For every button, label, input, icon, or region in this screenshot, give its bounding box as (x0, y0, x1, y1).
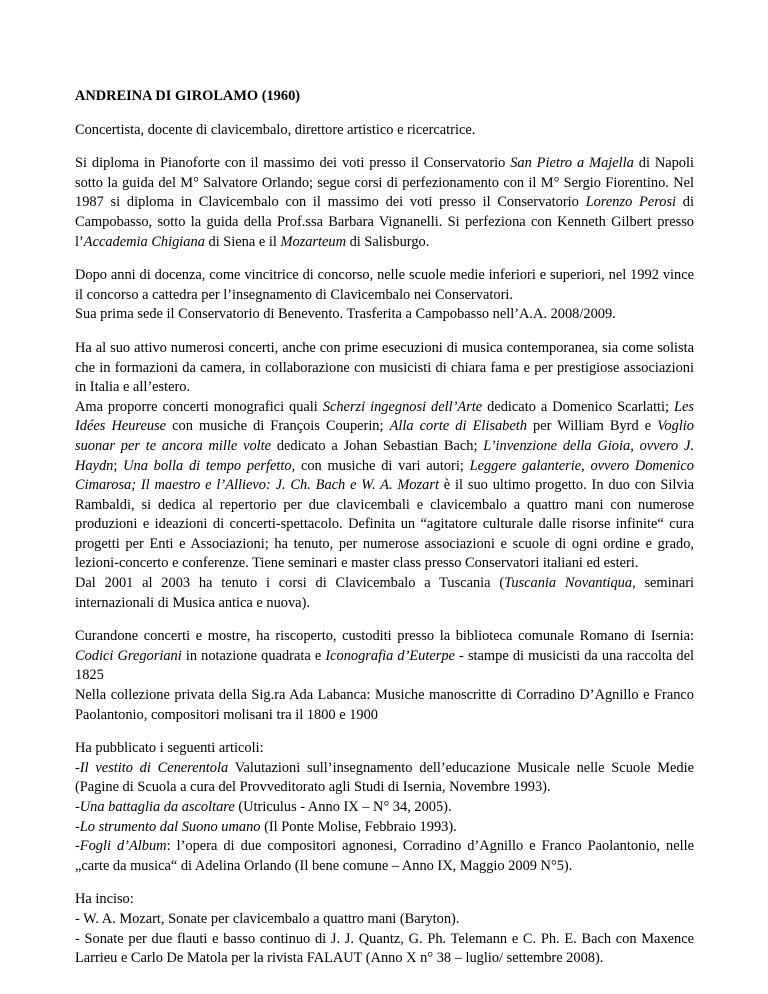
recording-item: - Sonate per due flauti e basso continuo di J. J. Quantz, G. Ph. Telemann e C. Ph. E. Bach con Maxence Larrieu e Carlo De Matola per la rivista FALAUT (Anno X n° 38 – luglio/ settembre 2008). (75, 930, 694, 967)
text-run: con musiche di vari autori; (295, 457, 470, 474)
projects-text (75, 398, 694, 574)
publication-item (75, 759, 694, 798)
publications-intro: Ha pubblicato i seguenti articoli: (75, 740, 264, 757)
concert-title: Leggere galanterie, ovvero Domenico Cimarosa; Il maestro e l’Allievo: J. Ch. Bach e W. A. Mozart (75, 457, 694, 494)
research-text (75, 627, 694, 686)
article-title: -Fogli d’Album (75, 838, 167, 855)
text-run: , seminari internazionali di Musica antica e nuova). (75, 575, 694, 611)
teaching-paragraph (75, 266, 694, 325)
text-run: Valutazioni sull’insegnamento dell’educazione Musicale nelle Scuole Medie (Pagine di Scuola a cura del Provveditorato agli Studi di Isernia, Novembre 1993). (75, 759, 694, 796)
text-run: Ama proporre concerti monografici quali (75, 398, 323, 415)
text-run: Dal 2001 al 2003 ha tenuto i corsi di Clavicembalo a Tuscania ( (75, 575, 505, 592)
text-run: (Il Ponte Molise, Febbraio 1993). (260, 818, 457, 835)
text-run: dedicato a Domenico Scarlatti; (482, 398, 675, 415)
collection-title: Codici Gregoriani (75, 647, 182, 664)
publication-item (75, 837, 694, 876)
courses-text (75, 574, 694, 613)
text-run: : l’opera di due compositori agnonesi, Corradino d’Agnillo e Franco Paolantonio, nelle „carte da musica“ di Adelina Orlando (Il bene comune – Anno IX, Maggio 2009 N°5). (75, 838, 694, 874)
research-paragraph (75, 627, 694, 725)
recordings-intro: Ha inciso: (75, 891, 134, 908)
text-run: in notazione quadrata e (181, 647, 326, 664)
education-text: di Napoli sotto la guida del M° Salvatore Orlando; segue corsi di perfezionamento con il M° Sergio Fiorentino. Nel 1987 si diploma in Clavicembalo con il massimo dei voti presso il Conservatorio (75, 155, 694, 211)
article-title: -Una battaglia da ascoltare (75, 799, 235, 815)
collection-title: Iconografia d’Euterpe (325, 647, 455, 664)
text-run: con musiche di François Couperin; (166, 418, 390, 435)
article-title: -Il vestito di Cenerentola (75, 759, 229, 776)
education-paragraph (75, 154, 694, 252)
education-text: di Salisburgo. (346, 233, 430, 250)
publication-item (75, 818, 694, 838)
conservatory-name: Lorenzo Perosi (585, 194, 677, 211)
text-run: Curandone concerti e mostre, ha riscoperto, custoditi presso la biblioteca comunale Romano di Isernia: (75, 628, 694, 645)
text-run: è il suo ultimo progetto. In duo con Silvia Rambaldi, si dedica al repertorio per due clavicembali e clavicembalo a quattro mani con numerose produzioni e ideazioni di concerti-spettacolo. Definita un “agitatore culturale dalle risorse infinite“ cura progetti per Enti e Associazioni; ha tenuto, per numerose associazioni e scuole di ogni ordine e grado, lezioni-concerto e conferenze. Tiene seminari e master class presso Conservatori italiani ed esteri. (75, 477, 694, 572)
concerts-text: Ha al suo attivo numerosi concerti, anche con prime esecuzioni di musica contemporanea, sia come solista che in formazioni da camera, in collaborazione con musicisti di chiara fama e per prestigiose associazioni in Italia e all’estero. (75, 339, 694, 396)
concert-title: L’invenzione della Gioia, ovvero J. Haydn (75, 437, 694, 474)
academy-name: Accademia Chigiana (83, 233, 205, 250)
text-run: (Utriculus - Anno IX – N° 34, 2005). (234, 799, 452, 815)
publication-item (75, 798, 694, 818)
concert-title: Scherzi ingegnosi dell’Arte (322, 398, 483, 415)
concerts-paragraph (75, 339, 694, 613)
education-text: di Campobasso, sotto la guida della Prof.ssa Barbara Vignanelli. Si perfeziona con Kenneth Gilbert presso l’ (75, 194, 695, 250)
text-run: - stampe di musicisti da una raccolta del 1825 (75, 647, 695, 684)
concert-title: Voglio suonar per te ancora mille volte (75, 418, 694, 454)
text-run: dedicato a Johan Sebastian Bach; (271, 437, 484, 454)
page-title: ANDREINA DI GIROLAMO (1960) (75, 88, 301, 104)
text-run: ; (113, 457, 124, 474)
collection-text: Nella collezione privata della Sig.ra Ada Labanca: Musiche manoscritte di Corradino D’Agnillo e Franco Paolantonio, compositori molisani tra il 1800 e 1900 (75, 687, 694, 723)
article-title: -Lo strumento dal Suono umano (75, 818, 261, 835)
concert-title: Alla corte di Elisabeth (389, 418, 527, 435)
education-text: di Siena e il (204, 233, 281, 250)
academy-name: Mozarteum (280, 233, 347, 250)
teaching-text: Sua prima sede il Conservatorio di Benevento. Trasferita a Campobasso nell’A.A. 2008/2009. (75, 306, 616, 323)
teaching-text: Dopo anni di docenza, come vincitrice di concorso, nelle scuole medie inferiori e superiori, nel 1992 vince il concorso a cattedra per l’insegnamento di Clavicembalo nei Conservatori. (75, 267, 694, 303)
text-run: per William Byrd e (526, 418, 658, 435)
education-text: Si diploma in Pianoforte con il massimo dei voti presso il Conservatorio (75, 155, 511, 172)
concert-title: Les Idées Heureuse (75, 398, 695, 435)
conservatory-name: San Pietro a Majella (510, 155, 634, 172)
publications-paragraph (75, 739, 694, 876)
concert-title: Una bolla di tempo perfetto, (123, 457, 296, 474)
seminar-name: Tuscania Novantiqua (504, 575, 633, 592)
subtitle-paragraph (75, 121, 694, 141)
recording-item: - W. A. Mozart, Sonate per clavicembalo a quattro mani (Baryton). (75, 910, 460, 927)
recordings-paragraph (75, 890, 694, 968)
subtitle-text: Concertista, docente di clavicembalo, direttore artistico e ricercatrice. (75, 121, 476, 138)
